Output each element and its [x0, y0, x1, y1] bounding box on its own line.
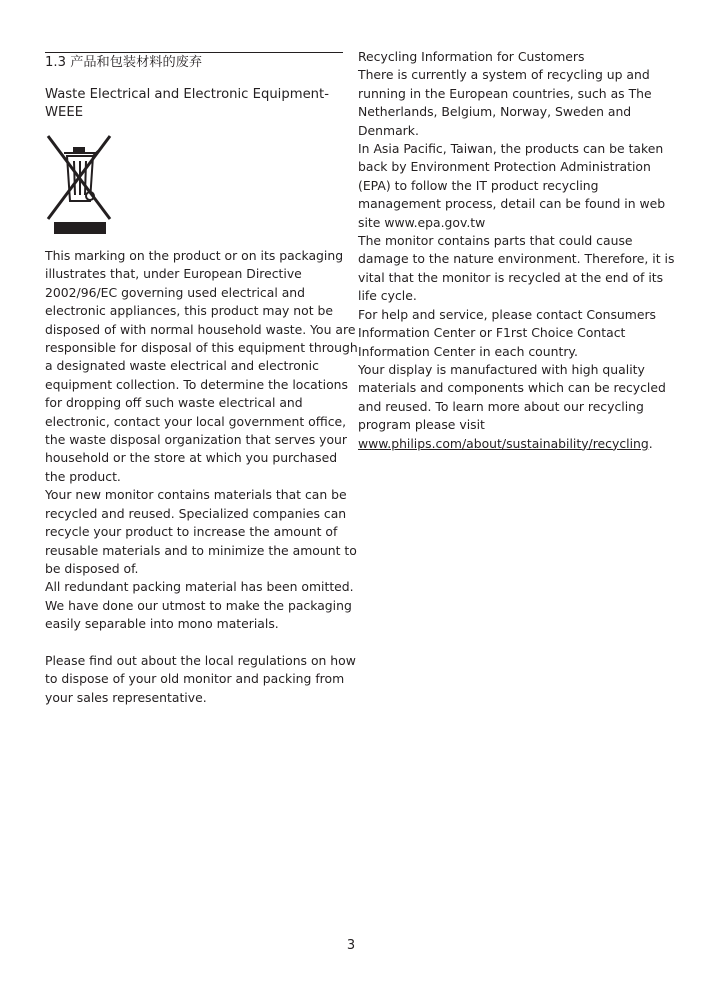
page-number: 3	[346, 938, 356, 953]
body-line: back by Environment Protection Administration	[358, 159, 651, 175]
body-line: vital that the monitor is recycled at the end of its	[358, 269, 664, 285]
body-line: All redundant packing material has been omitted.	[45, 579, 354, 595]
recycling-link-suffix: .	[648, 435, 653, 451]
body-line: Netherlands, Belgium, Norway, Sweden and	[358, 104, 632, 120]
section-heading	[45, 54, 202, 72]
body-line: The monitor contains parts that could cause	[358, 233, 633, 249]
body-line: In Asia Pacific, Taiwan, the products can be taken	[358, 141, 664, 157]
body-line: management process, detail can be found in web	[358, 196, 666, 212]
weee-heading-line-2: WEEE	[45, 105, 84, 120]
body-line: Please find out about the local regulations on how	[45, 652, 356, 668]
body-line: disposed of with normal household waste. You are	[45, 321, 356, 337]
body-line: illustrates that, under European Directive	[45, 266, 302, 282]
recycling-body-text	[358, 66, 675, 434]
recycling-link-line	[358, 435, 660, 453]
body-line: a designated waste electrical and electronic	[45, 358, 319, 374]
body-line: damage to the nature environment. Therefore, it is	[358, 251, 675, 267]
body-line: reusable materials and to minimize the amount to	[45, 542, 357, 558]
section-rule	[45, 52, 343, 53]
body-line: life cycle.	[358, 288, 417, 304]
recycling-heading: Recycling Information for Customers	[358, 49, 585, 64]
body-line: easily separable into mono materials.	[45, 616, 279, 632]
body-line: electronic, contact your local government office,	[45, 413, 347, 429]
weee-heading-line-1: Waste Electrical and Electronic Equipment-	[45, 87, 329, 102]
body-line: the waste disposal organization that serves your	[45, 432, 347, 448]
body-line: materials and components which can be recycled	[358, 380, 666, 396]
body-line: This marking on the product or on its packaging	[45, 248, 344, 263]
body-line: your sales representative.	[45, 689, 207, 705]
body-line: Information Center or F1rst Choice Contact	[358, 325, 626, 341]
body-line: We have done our utmost to make the packaging	[45, 597, 352, 613]
body-line: For help and service, please contact Consumers	[358, 306, 657, 322]
body-line: to dispose of your old monitor and packing from	[45, 671, 345, 687]
body-line: be disposed of.	[45, 560, 139, 576]
body-line: 2002/96/EC governing used electrical and	[45, 284, 306, 300]
body-line: Information Center in each country.	[358, 343, 578, 359]
body-line: household or the store at which you purchased	[45, 450, 338, 466]
body-line: site www.epa.gov.tw	[358, 214, 486, 230]
body-line: for dropping off such waste electrical and	[45, 395, 303, 411]
body-line: recycled and reused. Specialized companies can	[45, 505, 347, 521]
body-line: Denmark.	[358, 122, 419, 138]
body-line: and reused. To learn more about our recycling	[358, 398, 644, 414]
crossed-out-wheelie-bin-icon	[44, 133, 114, 234]
weee-body-text	[45, 247, 358, 707]
section-number: 1.3	[45, 55, 66, 70]
recycling-info	[358, 48, 675, 453]
body-line: There is currently a system of recycling up and	[358, 67, 650, 83]
body-line: program please visit	[358, 417, 485, 433]
body-line: recycle your product to increase the amount of	[45, 524, 338, 540]
body-line: running in the European countries, such as The	[358, 85, 652, 101]
body-line: (EPA) to follow the IT product recycling	[358, 177, 599, 193]
weee-heading	[45, 86, 329, 122]
body-line: Your new monitor contains materials that can be	[45, 487, 347, 503]
body-line: equipment collection. To determine the locations	[45, 376, 348, 392]
body-line: Your display is manufactured with high quality	[358, 361, 645, 377]
body-line: the product.	[45, 468, 121, 484]
section-title: 产品和包装材料的废弃	[70, 55, 203, 70]
body-line	[45, 634, 345, 652]
recycling-link[interactable]: www.philips.com/about/sustainability/recycling	[358, 435, 649, 451]
body-line: electronic appliances, this product may not be	[45, 303, 334, 319]
body-line: responsible for disposal of this equipment through	[45, 340, 358, 356]
